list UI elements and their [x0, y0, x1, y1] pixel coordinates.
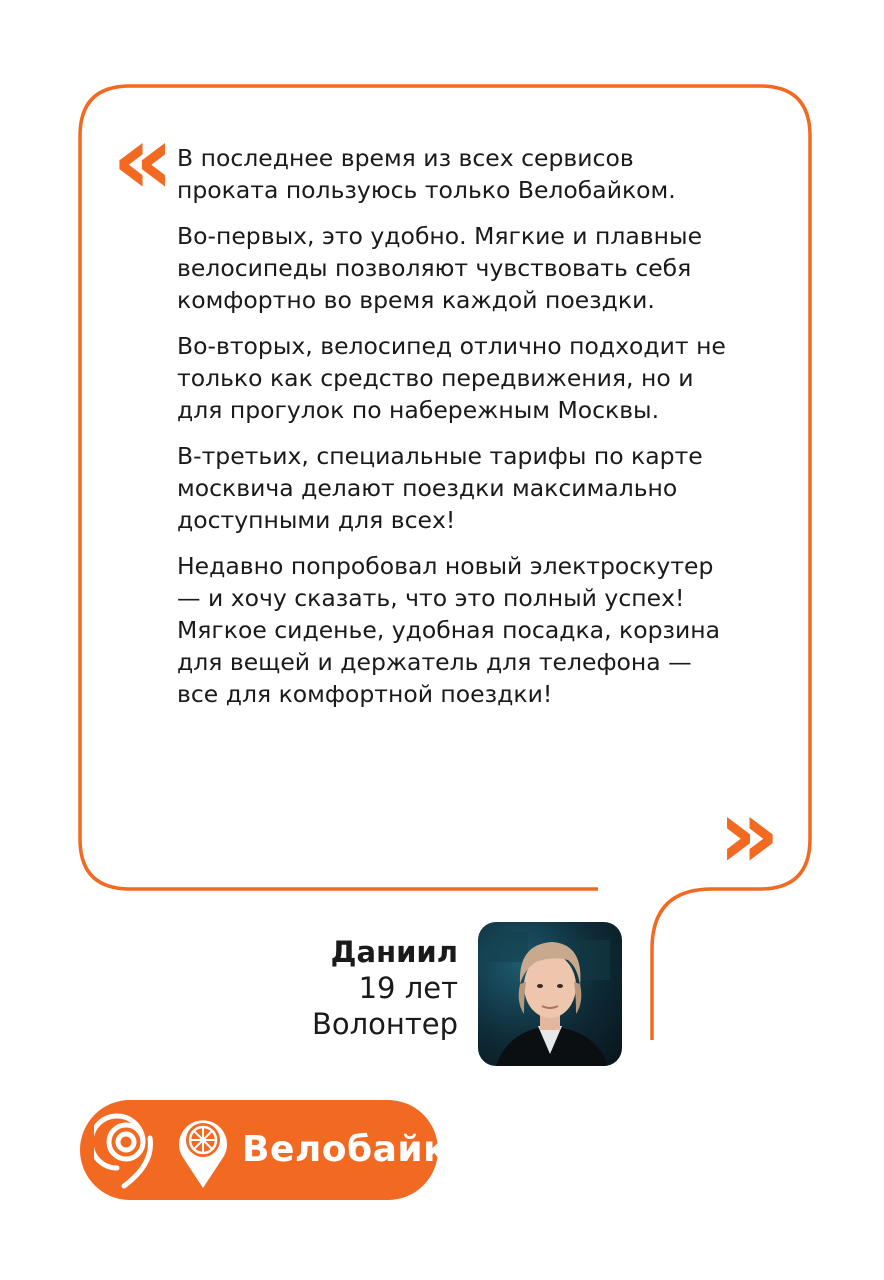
author-info — [312, 934, 458, 1042]
brand-name: Велобайк — [242, 1129, 449, 1170]
paragraph-3: Во-вторых, велосипед отлично подходит не только как средство передвижения, но и для прогулок по набережным Москвы. — [177, 332, 726, 424]
author-role: Волонтер — [311, 1007, 458, 1041]
open-quote-mark: « — [112, 104, 169, 216]
testimonial-text — [177, 142, 737, 724]
paragraph-2: Во-первых, это удобно. Мягкие и плавные велосипеды позволяют чувствовать себя комфортно во время каждой поездки. — [177, 222, 703, 314]
author-name: Даниил — [330, 935, 458, 969]
paragraph-1: В последнее время из всех сервисов проката пользуюсь только Велобайком. — [177, 144, 676, 204]
close-quote-mark: » — [718, 778, 775, 890]
paragraph-5: Недавно попробовал новый электроскутер — и хочу сказать, что это полный успех! Мягкое сиденье, удобная посадка, корзина для вещей и держатель для телефона — все для комфортной поездки! — [177, 552, 721, 708]
portrait-illustration — [478, 922, 622, 1066]
bike-wheel-pin-icon — [174, 1110, 232, 1190]
author-age: 19 лет — [358, 971, 458, 1005]
avatar — [478, 922, 622, 1066]
paragraph-4: В-третьих, специальные тарифы по карте москвича делают поездки максимально доступными для всех! — [177, 442, 703, 534]
moscow-nine-logo-icon — [94, 1108, 164, 1192]
